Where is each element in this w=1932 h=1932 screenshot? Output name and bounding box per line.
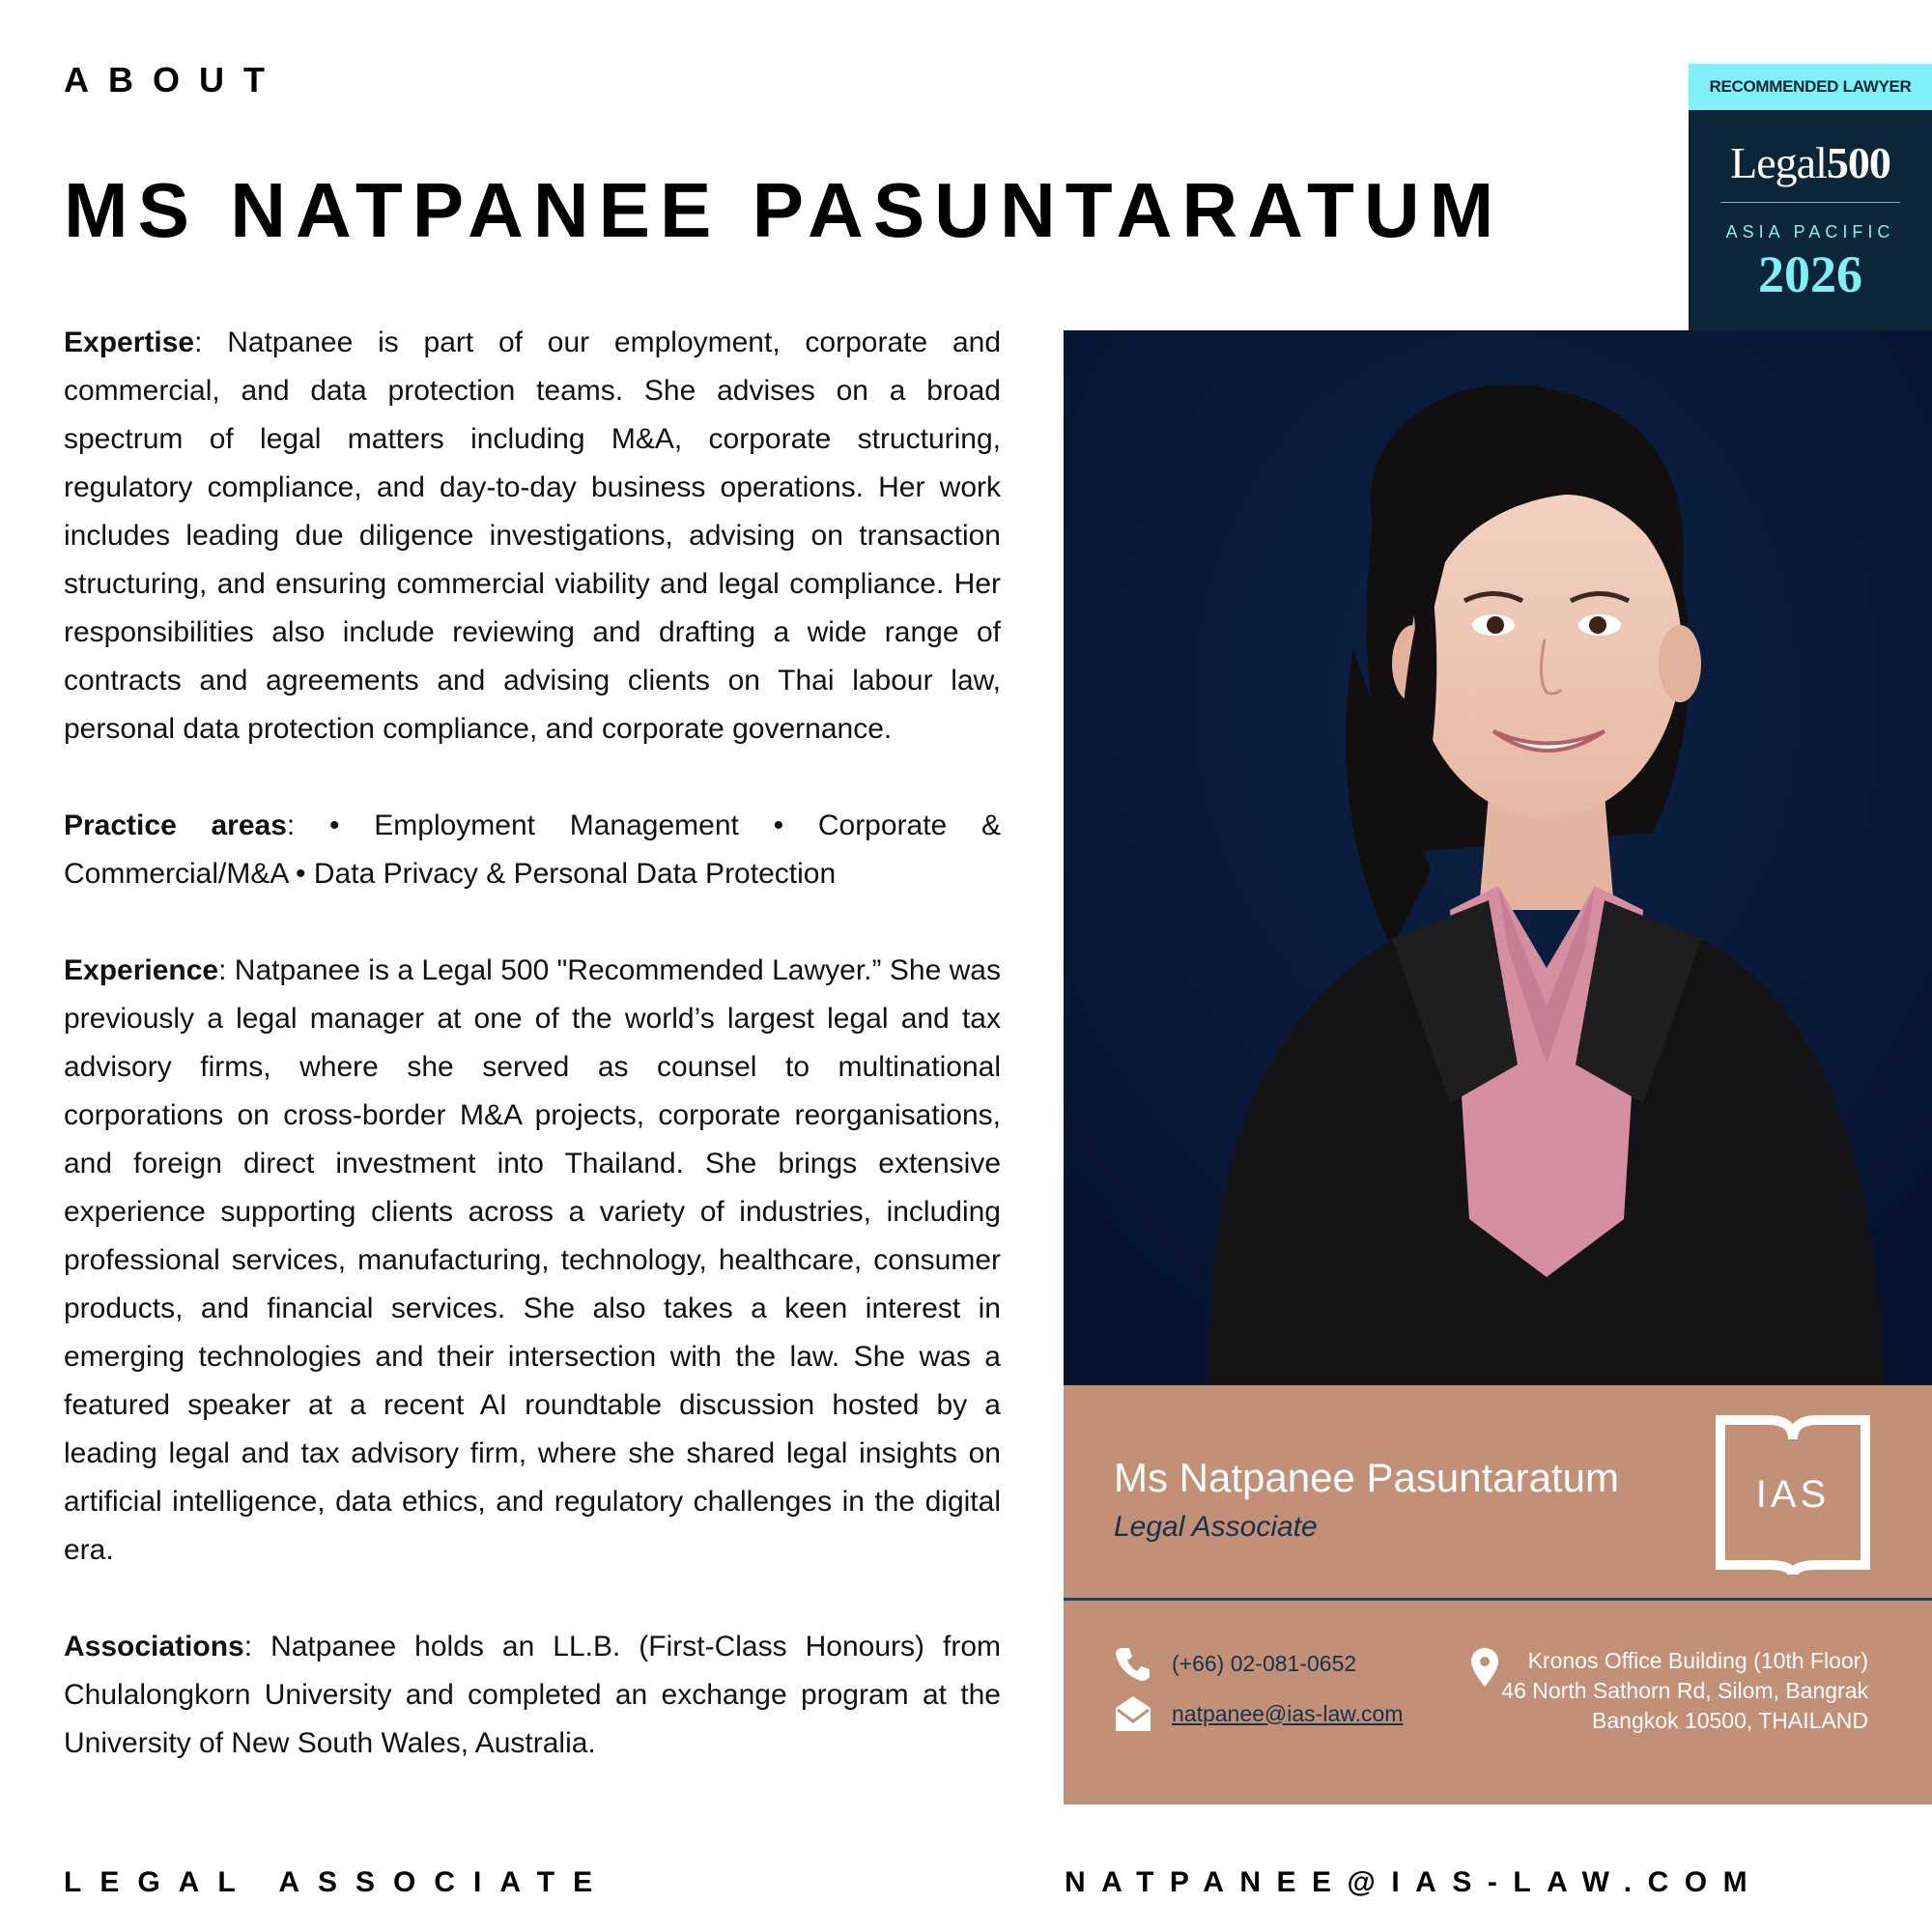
- footer-email[interactable]: NATPANEE@IAS-LAW.COM: [1065, 1866, 1764, 1898]
- legal500-badge: [1689, 64, 1932, 330]
- associations-text: : Natpanee holds an LL.B. (First-Class Honours) from Chulalongkorn University and completed an exchange program at the University of New South Wales, Australia.: [64, 1631, 1001, 1759]
- practice-paragraph: [64, 802, 1001, 898]
- card-role: Legal Associate: [1114, 1511, 1318, 1543]
- card-name: Ms Natpanee Pasuntaratum: [1114, 1455, 1619, 1500]
- address-line-1: Kronos Office Building (10th Floor): [1527, 1648, 1868, 1673]
- experience-label: Experience: [64, 954, 219, 986]
- expertise-paragraph: [64, 319, 1001, 753]
- bio-section: [64, 319, 1001, 1768]
- address-line-2: 46 North Sathorn Rd, Silom, Bangrak: [1501, 1678, 1868, 1703]
- section-label: ABOUT: [64, 60, 284, 99]
- logo-light-text: Legal: [1730, 138, 1827, 187]
- portrait-photo: [1064, 330, 1932, 1385]
- mail-icon: [1114, 1694, 1152, 1733]
- badge-year: 2026: [1758, 245, 1862, 303]
- badge-divider: [1720, 202, 1900, 203]
- experience-paragraph: [64, 947, 1001, 1575]
- ias-book-logo-icon: [1711, 1410, 1875, 1575]
- experience-text: : Natpanee is a Legal 500 "Recommended Lawyer.” She was previously a legal manager at one of the world’s largest legal and tax advisory firms, where she served as counsel to multinational corporations on cross-border M&A projects, corporate reorganisations, and foreign direct investment into Thailand. She brings extensive experience supporting clients across a variety of industries, including professional services, manufacturing, technology, healthcare, consumer products, and financial services. She also takes a keen interest in emerging technologies and their intersection with the law. She was a featured speaker at a recent AI roundtable discussion hosted by a leading legal and tax advisory firm, where she shared legal insights on artificial intelligence, data ethics, and regulatory challenges in the digital era.: [64, 954, 1001, 1566]
- expertise-text: : Natpanee is part of our employment, corporate and commercial, and data protection teams. She advises on a broad spectrum of legal matters including M&A, corporate structuring, regulatory compliance, and day-to-day business operations. Her work includes leading due diligence investigations, advising on transaction structuring, and ensuring commercial viability and legal compliance. Her responsibilities also include reviewing and drafting a wide range of contracts and agreements and advising clients on Thai labour law, personal data protection compliance, and corporate governance.: [64, 327, 1001, 745]
- address-line-3: Bangkok 10500, THAILAND: [1592, 1708, 1868, 1733]
- footer-role: LEGAL ASSOCIATE: [64, 1866, 611, 1898]
- email-row: [1114, 1694, 1403, 1733]
- associations-label: Associations: [64, 1631, 244, 1662]
- ias-logo-text: IAS: [1755, 1473, 1831, 1516]
- practice-label: Practice areas: [64, 810, 287, 841]
- location-pin-icon: [1469, 1646, 1500, 1689]
- legal500-logo: [1689, 137, 1932, 188]
- phone-icon: [1114, 1644, 1152, 1683]
- badge-top-label: RECOMMENDED LAWYER: [1689, 64, 1932, 110]
- card-divider: [1064, 1598, 1932, 1601]
- portrait-illustration: [1064, 330, 1932, 1385]
- office-address: [1501, 1646, 1868, 1736]
- badge-region: ASIA PACIFIC: [1725, 222, 1895, 242]
- expertise-label: Expertise: [64, 327, 195, 358]
- logo-bold-text: 500: [1826, 138, 1890, 187]
- phone-row: [1114, 1644, 1356, 1683]
- email-link[interactable]: natpanee@ias-law.com: [1172, 1700, 1404, 1726]
- contact-card: [1064, 1385, 1932, 1804]
- phone-number[interactable]: (+66) 02-081-0652: [1172, 1650, 1357, 1676]
- page-title: MS NATPANEE PASUNTARATUM: [64, 167, 1504, 253]
- practice-text: : • Employment Management • Corporate & Commercial/M&A • Data Privacy & Personal Data Protection: [64, 810, 1001, 890]
- associations-paragraph: [64, 1623, 1001, 1768]
